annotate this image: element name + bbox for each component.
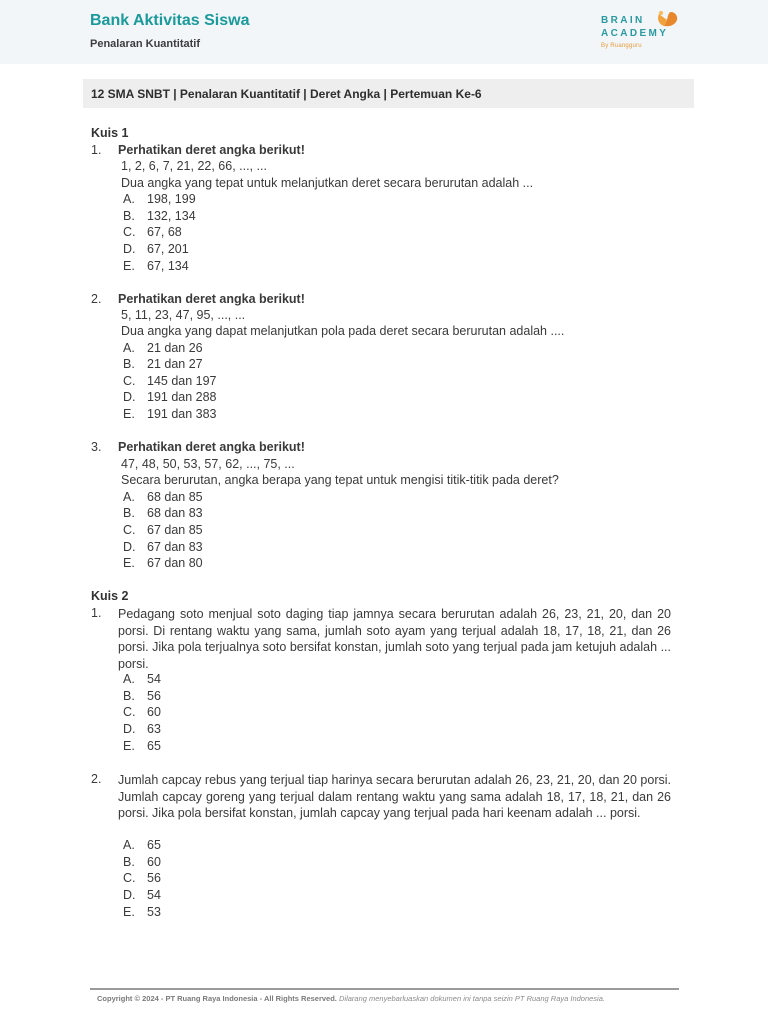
option-letter: E. <box>123 739 135 753</box>
question-heading: Perhatikan deret angka berikut! <box>118 143 305 157</box>
option-letter: A. <box>123 341 135 355</box>
option-text: 191 dan 288 <box>147 390 217 404</box>
option-c <box>123 225 182 239</box>
question-sequence: 5, 11, 23, 47, 95, ..., ... <box>121 308 246 322</box>
option-c <box>123 705 161 719</box>
option-text: 67 dan 83 <box>147 540 203 554</box>
option-letter: C. <box>123 225 136 239</box>
option-e <box>123 407 217 421</box>
option-text: 191 dan 383 <box>147 407 217 421</box>
question-number: 2. <box>91 292 102 306</box>
logo-text-byline: By Ruangguru <box>601 43 642 49</box>
option-letter: D. <box>123 888 136 902</box>
footer-divider <box>90 988 679 990</box>
option-text: 67, 201 <box>147 242 189 256</box>
question-prompt: Dua angka yang dapat melanjutkan pola pada deret secara berurutan adalah .... <box>121 324 565 338</box>
option-letter: E. <box>123 905 135 919</box>
option-text: 56 <box>147 871 161 885</box>
course-title: 12 SMA SNBT | Penalaran Kuantitatif | Deret Angka | Pertemuan Ke-6 <box>91 87 482 101</box>
option-letter: E. <box>123 407 135 421</box>
option-letter: A. <box>123 192 135 206</box>
option-e <box>123 739 161 753</box>
option-e <box>123 259 189 273</box>
option-text: 63 <box>147 722 161 736</box>
option-d <box>123 888 161 902</box>
question-number: 1. <box>91 606 102 620</box>
question-text: Jumlah capcay rebus yang terjual tiap harinya secara berurutan adalah 26, 23, 21, 20, dan 20 porsi. Jumlah capcay goreng yang terjual dalam rentang waktu yang sama adalah 18, 17, 18, 21, dan 26 porsi. Jika pola bersifat konstan, jumlah capcay yang terjual pada hari keenam adalah ... porsi. <box>118 773 671 820</box>
option-b <box>123 209 196 223</box>
option-letter: B. <box>123 689 135 703</box>
option-letter: E. <box>123 259 135 273</box>
question-heading: Perhatikan deret angka berikut! <box>118 292 305 306</box>
option-c <box>123 523 203 537</box>
option-letter: A. <box>123 490 135 504</box>
option-text: 65 <box>147 739 161 753</box>
option-text: 60 <box>147 855 161 869</box>
option-text: 54 <box>147 672 161 686</box>
option-letter: D. <box>123 390 136 404</box>
question-sequence: 1, 2, 6, 7, 21, 22, 66, ..., ... <box>121 159 267 173</box>
option-text: 132, 134 <box>147 209 196 223</box>
option-e <box>123 556 203 570</box>
option-d <box>123 242 189 256</box>
option-text: 21 dan 26 <box>147 341 203 355</box>
option-letter: C. <box>123 523 136 537</box>
logo-text-brain: BRAIN <box>601 15 645 26</box>
option-letter: B. <box>123 506 135 520</box>
option-letter: C. <box>123 374 136 388</box>
option-letter: B. <box>123 855 135 869</box>
logo-text-academy: ACADEMY <box>601 28 669 39</box>
option-text: 54 <box>147 888 161 902</box>
option-c <box>123 374 217 388</box>
option-a <box>123 490 203 504</box>
option-b <box>123 357 203 371</box>
question-number: 2. <box>91 772 102 786</box>
option-d <box>123 540 203 554</box>
question-prompt: Dua angka yang tepat untuk melanjutkan deret secara berurutan adalah ... <box>121 176 534 190</box>
section-title-kuis-1: Kuis 1 <box>91 126 129 140</box>
option-letter: D. <box>123 540 136 554</box>
option-text: 53 <box>147 905 161 919</box>
question-number: 3. <box>91 440 102 454</box>
option-letter: A. <box>123 838 135 852</box>
option-letter: D. <box>123 722 136 736</box>
question-heading: Perhatikan deret angka berikut! <box>118 440 305 454</box>
option-text: 56 <box>147 689 161 703</box>
option-text: 198, 199 <box>147 192 196 206</box>
footer-copyright-bold: Copyright © 2024 - PT Ruang Raya Indonesia - All Rights Reserved. <box>97 994 337 1003</box>
header-title: Bank Aktivitas Siswa <box>90 12 250 29</box>
option-text: 67 dan 85 <box>147 523 203 537</box>
option-text: 60 <box>147 705 161 719</box>
footer-copyright-italic: Dilarang menyebarluaskan dokumen ini tanpa seizin PT Ruang Raya Indonesia. <box>338 994 605 1003</box>
question-prompt: Secara berurutan, angka berapa yang tepat untuk mengisi titik-titik pada deret? <box>121 473 559 487</box>
option-text: 21 dan 27 <box>147 357 203 371</box>
option-a <box>123 192 196 206</box>
option-d <box>123 722 161 736</box>
option-text: 68 dan 85 <box>147 490 203 504</box>
option-text: 67 dan 80 <box>147 556 203 570</box>
option-a <box>123 838 161 852</box>
option-d <box>123 390 217 404</box>
option-a <box>123 341 203 355</box>
option-text: 145 dan 197 <box>147 374 217 388</box>
option-letter: E. <box>123 556 135 570</box>
option-text: 67, 134 <box>147 259 189 273</box>
option-letter: A. <box>123 672 135 686</box>
option-text: 68 dan 83 <box>147 506 203 520</box>
option-b <box>123 689 161 703</box>
option-letter: C. <box>123 705 136 719</box>
option-a <box>123 672 161 686</box>
question-sequence: 47, 48, 50, 53, 57, 62, ..., 75, ... <box>121 457 295 471</box>
option-text: 67, 68 <box>147 225 182 239</box>
question-number: 1. <box>91 143 102 157</box>
option-b <box>123 506 203 520</box>
option-c <box>123 871 161 885</box>
option-letter: D. <box>123 242 136 256</box>
footer-copyright <box>97 994 605 1003</box>
option-text: 65 <box>147 838 161 852</box>
option-letter: B. <box>123 357 135 371</box>
option-letter: B. <box>123 209 135 223</box>
section-title-kuis-2: Kuis 2 <box>91 589 129 603</box>
option-e <box>123 905 161 919</box>
option-letter: C. <box>123 871 136 885</box>
question-text: Pedagang soto menjual soto daging tiap jamnya secara berurutan adalah 26, 23, 21, 20, dan 20 porsi. Di rentang waktu yang sama, jumlah soto ayam yang terjual adalah 18, 17, 18, 21, dan 26 porsi. Jika pola terjualnya soto bersifat konstan, jumlah soto yang terjual pada jam ketujuh adalah ... porsi. <box>118 607 671 671</box>
option-b <box>123 855 161 869</box>
header-subtitle: Penalaran Kuantitatif <box>90 38 201 50</box>
